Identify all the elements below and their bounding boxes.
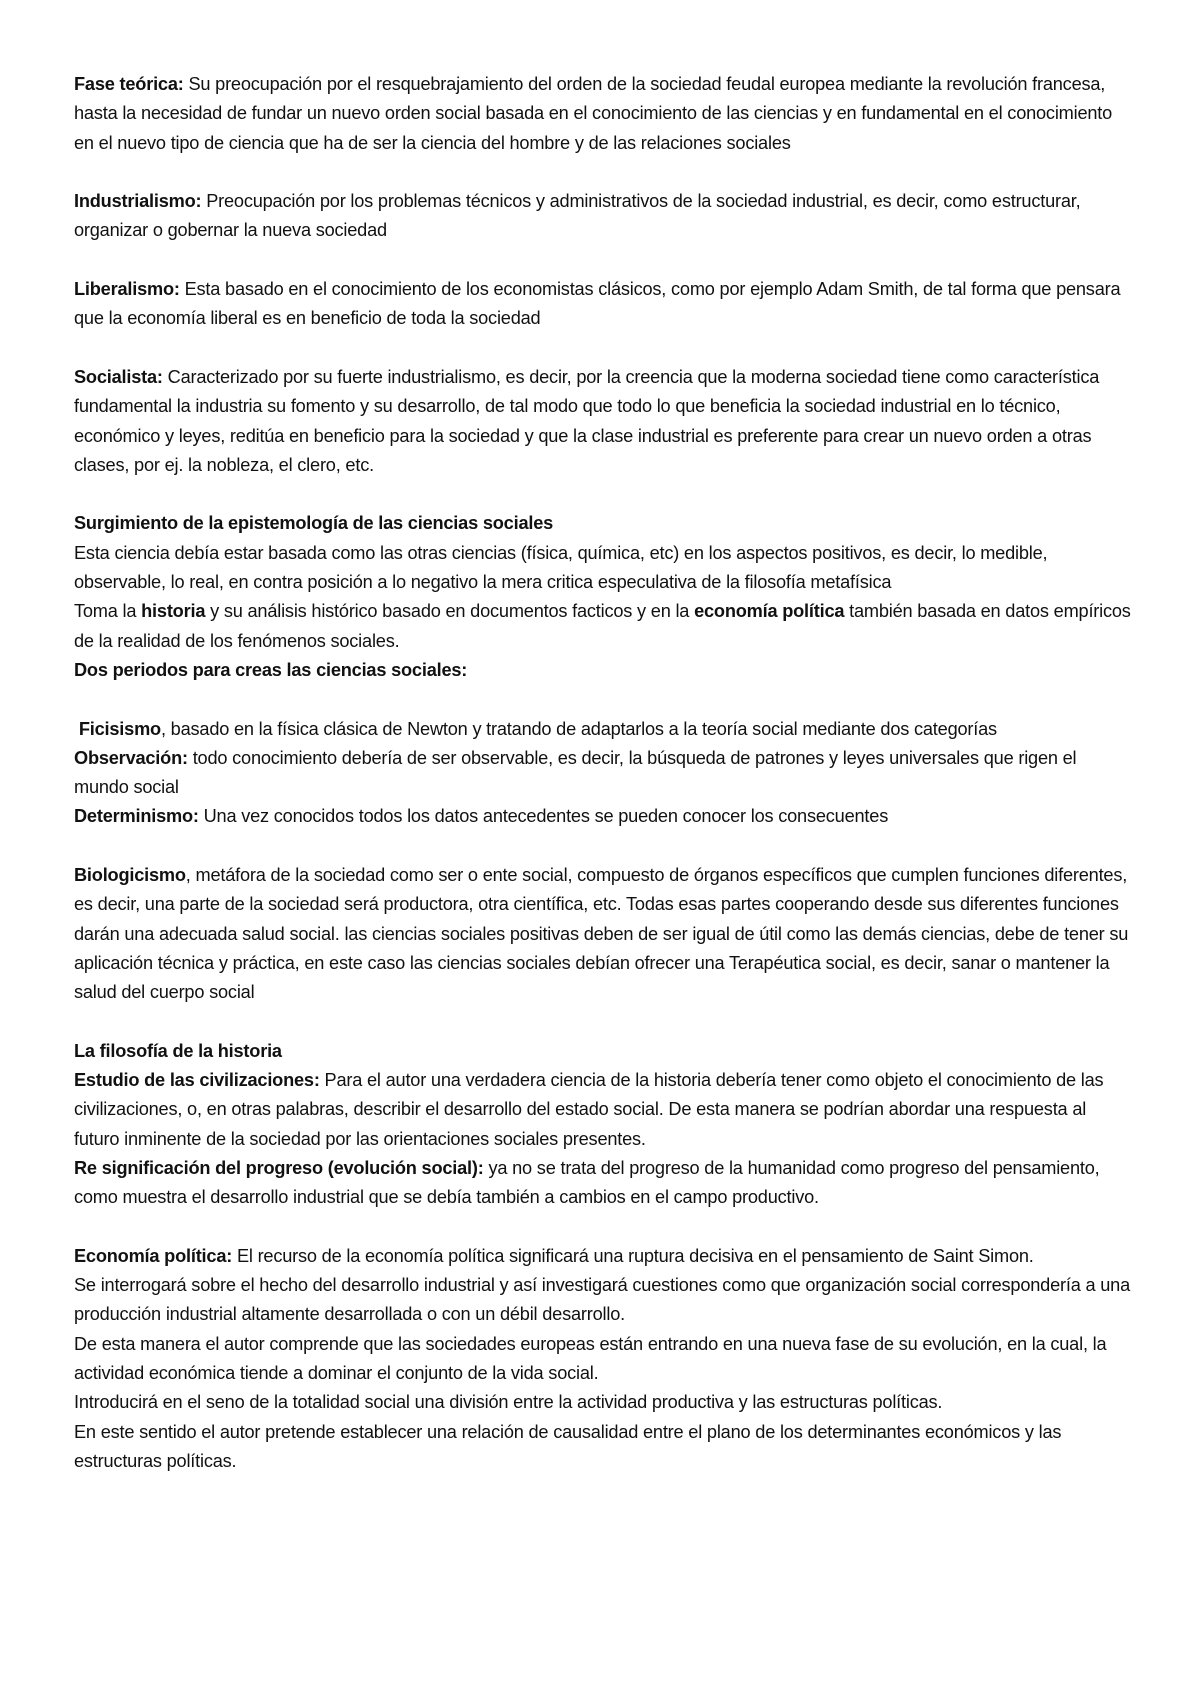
section-filosofia-historia <box>74 1037 1134 1213</box>
term-socialista: Socialista: <box>74 366 163 387</box>
paragraph-economia-3: Introducirá en el seno de la totalidad social una división entre la actividad productiva y las estructuras políticas. <box>74 1392 943 1413</box>
paragraph-determinismo: Determinismo: Una vez conocidos todos los datos antecedentes se pueden conocer los consecuentes <box>74 806 889 827</box>
heading-surgimiento: Surgimiento de la epistemología de las ciencias sociales <box>74 513 554 534</box>
term-historia: historia <box>141 601 206 622</box>
paragraph-economia-4: En este sentido el autor pretende establecer una relación de causalidad entre el plano de los determinantes económicos y las estructuras políticas. <box>74 1421 1062 1471</box>
term-ficisismo: Ficisismo <box>78 718 161 739</box>
text-socialista: Caracterizado por su fuerte industrialismo, es decir, por la creencia que la moderna sociedad tiene como característica fundamental la industria su fomento y su desarrollo, de tal modo que todo lo que beneficia la sociedad industrial en lo técnico, económico y leyes, reditúa en beneficio para la sociedad y que la clase industrial es preferente para crear un nuevo orden a otras clases, por ej. la nobleza, el clero, etc. <box>74 366 1100 475</box>
term-economia-politica-heading: Economía política: <box>74 1245 233 1266</box>
paragraph-ficisismo: Ficisismo, basado en la física clásica de Newton y tratando de adaptarlos a la teoría social mediante dos categorías <box>78 718 997 739</box>
section-economia-politica <box>74 1242 1134 1476</box>
section-surgimiento <box>74 509 1134 685</box>
text-biologicismo: , metáfora de la sociedad como ser o ente social, compuesto de órganos específicos que cumplen funciones diferentes, es decir, una parte de la sociedad será productora, otra científica, etc. Todas esas partes cooperando desde sus diferentes funciones darán una adecuada salud social. las ciencias sociales positivas deben de ser igual de útil como las demás ciencias, debe de tener su aplicación técnica y práctica, en este caso las ciencias sociales debían ofrecer una Terapéutica social, es decir, sanar o mantener la salud del cuerpo social <box>74 865 1129 1003</box>
term-determinismo: Determinismo: <box>74 806 199 827</box>
text-fase-teorica: Su preocupación por el resquebrajamiento del orden de la sociedad feudal europea mediante la revolución francesa, hasta la necesidad de fundar un nuevo orden social basada en el conocimiento de las ciencias y en fundamental en el conocimiento en el nuevo tipo de ciencia que ha de ser la ciencia del hombre y de las relaciones sociales <box>74 74 1113 153</box>
text-industrialismo: Preocupación por los problemas técnicos y administrativos de la sociedad industrial, es decir, como estructurar, organizar o gobernar la nueva sociedad <box>74 191 1081 241</box>
paragraph-liberalismo <box>74 275 1134 334</box>
term-observacion: Observación: <box>74 747 188 768</box>
paragraph-fase-teorica <box>74 70 1134 158</box>
paragraph-biologicismo <box>74 861 1134 1007</box>
text-liberalismo: Esta basado en el conocimiento de los economistas clásicos, como por ejemplo Adam Smith, de tal forma que pensara que la economía liberal es en beneficio de toda la sociedad <box>74 279 1121 329</box>
heading-filosofia-historia: La filosofía de la historia <box>74 1040 282 1061</box>
paragraph-socialista <box>74 363 1134 480</box>
section-ficisismo <box>74 715 1134 832</box>
term-industrialismo: Industrialismo: <box>74 191 202 212</box>
term-estudio-civilizaciones: Estudio de las civilizaciones: <box>74 1070 320 1091</box>
text-surgimiento-1: Esta ciencia debía estar basada como las otras ciencias (física, química, etc) en los aspectos positivos, es decir, lo medible, observable, lo real, en contra posición a lo negativo la mera critica especulativa de la filosofía metafísica <box>74 542 1048 593</box>
paragraph-economia-politica: Economía política: El recurso de la economía política significará una ruptura decisiva en el pensamiento de Saint Simon. <box>74 1245 1034 1266</box>
term-resignificacion: Re significación del progreso (evolución social): <box>74 1157 484 1178</box>
paragraph-estudio-civilizaciones: Estudio de las civilizaciones: Para el autor una verdadera ciencia de la historia debería tener como objeto el conocimiento de las civilizaciones, o, en otras palabras, describir el desarrollo del estado social. De esta manera se podrían abordar una respuesta al futuro inminente de la sociedad por las orientaciones sociales presentes. <box>74 1070 1104 1149</box>
term-economia-politica: economía política <box>694 601 845 622</box>
paragraph-observacion: Observación: todo conocimiento debería de ser observable, es decir, la búsqueda de patrones y leyes universales que rigen el mundo social <box>74 747 1077 798</box>
document-page <box>74 70 1134 1476</box>
heading-dos-periodos: Dos periodos para creas las ciencias sociales: <box>74 659 468 680</box>
paragraph-economia-1: Se interrogará sobre el hecho del desarrollo industrial y así investigará cuestiones como que organización social correspondería a una producción industrial altamente desarrollada o con un débil desarrollo. <box>74 1275 1130 1325</box>
paragraph-resignificacion: Re significación del progreso (evolución social): ya no se trata del progreso de la humanidad como progreso del pensamiento, como muestra el desarrollo industrial que se debía también a cambios en el campo productivo. <box>74 1157 1100 1208</box>
paragraph-industrialismo <box>74 187 1134 246</box>
term-fase-teorica: Fase teórica: <box>74 74 184 94</box>
term-liberalismo: Liberalismo: <box>74 279 180 300</box>
text-surgimiento-2: Toma la historia y su análisis histórico basado en documentos facticos y en la economía política también basada en datos empíricos de la realidad de los fenómenos sociales. <box>74 601 1131 651</box>
term-biologicismo: Biologicismo <box>74 865 186 886</box>
paragraph-economia-2: De esta manera el autor comprende que las sociedades europeas están entrando en una nueva fase de su evolución, en la cual, la actividad económica tiende a dominar el conjunto de la vida social. <box>74 1333 1107 1384</box>
